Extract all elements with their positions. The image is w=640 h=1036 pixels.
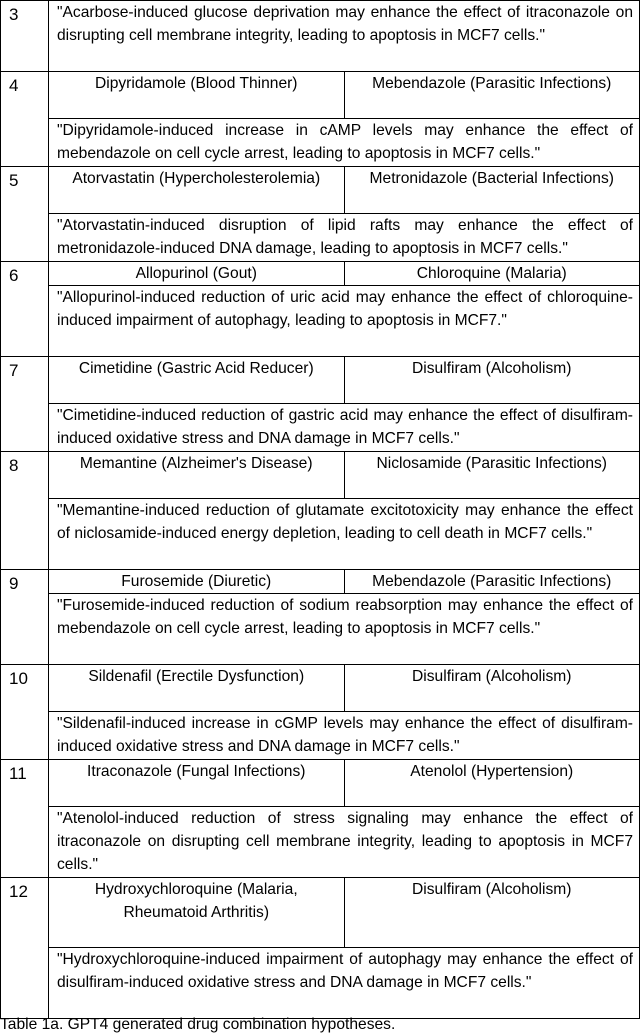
hypothesis-text: "Hydroxychloroquine-induced impairment of autophagy may enhance the effect of disulfiram-induced oxidative stress and DNA damage in MCF7 cells." — [49, 948, 640, 1019]
row-number: 7 — [1, 357, 49, 452]
drug-a-cell: Itraconazole (Fungal Infections) — [49, 760, 345, 807]
table-row — [1, 570, 640, 594]
hypothesis-text: "Atorvastatin-induced disruption of lipid rafts may enhance the effect of metronidazole-induced DNA damage, leading to apoptosis in MCF7 cells." — [49, 214, 640, 262]
row-number: 6 — [1, 262, 49, 357]
row-number: 9 — [1, 570, 49, 665]
row-number: 3 — [1, 1, 49, 72]
drug-b-cell: Disulfiram (Alcoholism) — [344, 878, 640, 948]
table-row — [1, 712, 640, 760]
row-number: 10 — [1, 665, 49, 760]
drug-a-cell: Dipyridamole (Blood Thinner) — [49, 72, 345, 119]
row-number: 8 — [1, 452, 49, 570]
table-row — [1, 452, 640, 499]
hypothesis-text: "Sildenafil-induced increase in cGMP levels may enhance the effect of disulfiram-induced oxidative stress and DNA damage in MCF7 cells." — [49, 712, 640, 760]
drug-b-cell: Atenolol (Hypertension) — [344, 760, 640, 807]
table-row — [1, 214, 640, 262]
table-row — [1, 807, 640, 878]
table-row — [1, 404, 640, 452]
hypothesis-text: "Atenolol-induced reduction of stress signaling may enhance the effect of itraconazole on disrupting cell membrane integrity, leading to apoptosis in MCF7 cells." — [49, 807, 640, 878]
table-row — [1, 286, 640, 357]
row-number: 4 — [1, 72, 49, 167]
hypothesis-text: "Furosemide-induced reduction of sodium reabsorption may enhance the effect of mebendazole on cell cycle arrest, leading to apoptosis in MCF7 cells." — [49, 594, 640, 665]
drug-b-cell: Disulfiram (Alcoholism) — [344, 665, 640, 712]
table-row — [1, 760, 640, 807]
drug-a-cell: Sildenafil (Erectile Dysfunction) — [49, 665, 345, 712]
row-number: 5 — [1, 167, 49, 262]
row-number: 11 — [1, 760, 49, 878]
drug-b-cell: Mebendazole (Parasitic Infections) — [344, 570, 640, 594]
hypothesis-text: "Allopurinol-induced reduction of uric acid may enhance the effect of chloroquine-induced impairment of autophagy, leading to apoptosis in MCF7." — [49, 286, 640, 357]
table-row — [1, 948, 640, 1019]
table-row — [1, 1, 640, 72]
drug-b-cell: Metronidazole (Bacterial Infections) — [344, 167, 640, 214]
hypothesis-text: "Acarbose-induced glucose deprivation may enhance the effect of itraconazole on disrupting cell membrane integrity, leading to apoptosis in MCF7 cells." — [49, 1, 640, 72]
drug-a-cell: Allopurinol (Gout) — [49, 262, 345, 286]
hypothesis-text: "Dipyridamole-induced increase in cAMP levels may enhance the effect of mebendazole on cell cycle arrest, leading to apoptosis in MCF7 cells." — [49, 119, 640, 167]
table-row — [1, 878, 640, 948]
table-row — [1, 357, 640, 404]
table-row — [1, 665, 640, 712]
drug-a-cell: Furosemide (Diuretic) — [49, 570, 345, 594]
drug-a-cell: Memantine (Alzheimer's Disease) — [49, 452, 345, 499]
drug-b-cell: Disulfiram (Alcoholism) — [344, 357, 640, 404]
drug-a-cell: Cimetidine (Gastric Acid Reducer) — [49, 357, 345, 404]
drug-b-cell: Mebendazole (Parasitic Infections) — [344, 72, 640, 119]
table-caption: Table 1a. GPT4 generated drug combination hypotheses. — [0, 1016, 396, 1033]
drug-b-cell: Chloroquine (Malaria) — [344, 262, 640, 286]
table-row — [1, 119, 640, 167]
drug-a-cell: Hydroxychloroquine (Malaria, Rheumatoid Arthritis) — [49, 878, 345, 948]
table-row — [1, 262, 640, 286]
table-row — [1, 167, 640, 214]
table-row — [1, 72, 640, 119]
row-number: 12 — [1, 878, 49, 1019]
table-row — [1, 499, 640, 570]
hypothesis-text: "Cimetidine-induced reduction of gastric acid may enhance the effect of disulfiram-induced oxidative stress and DNA damage in MCF7 cells." — [49, 404, 640, 452]
drug-a-cell: Atorvastatin (Hypercholesterolemia) — [49, 167, 345, 214]
drug-b-cell: Niclosamide (Parasitic Infections) — [344, 452, 640, 499]
table-row — [1, 594, 640, 665]
hypothesis-text: "Memantine-induced reduction of glutamate excitotoxicity may enhance the effect of niclosamide-induced energy depletion, leading to cell death in MCF7 cells." — [49, 499, 640, 570]
